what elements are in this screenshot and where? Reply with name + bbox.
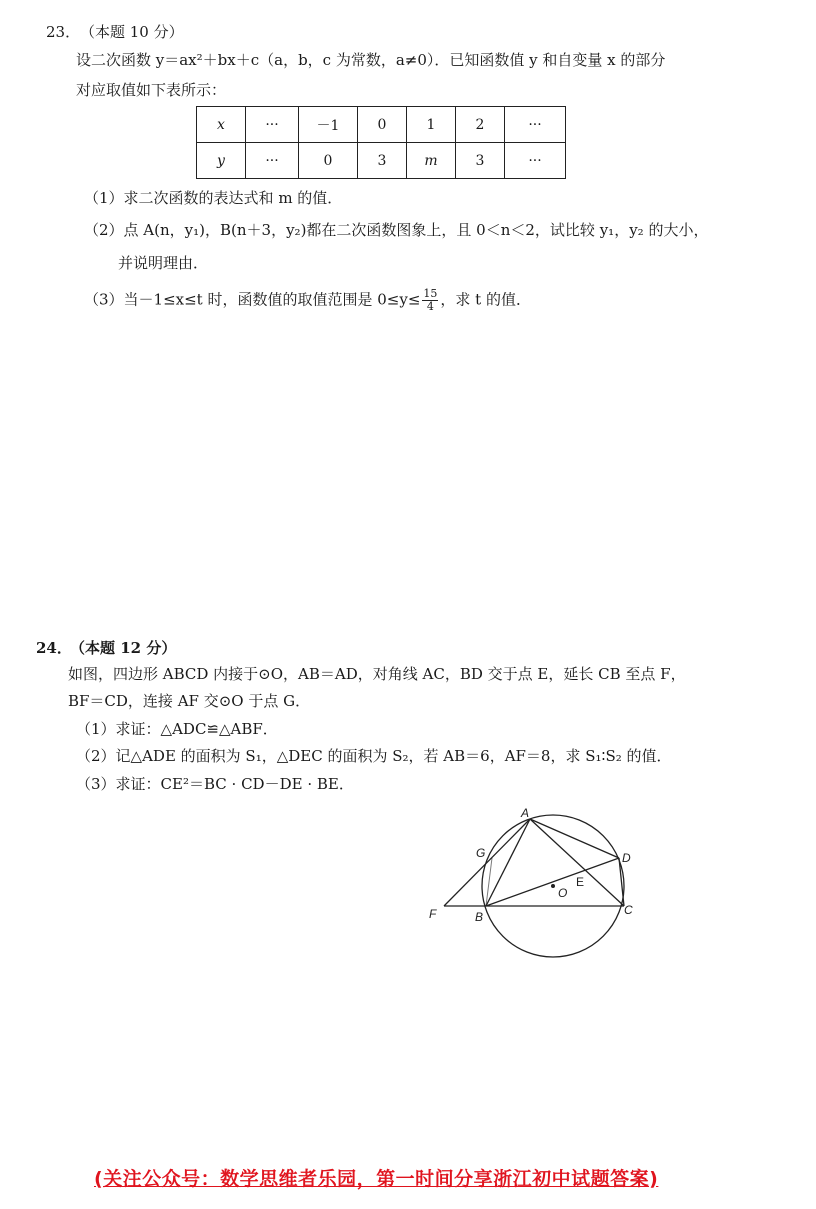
table-cell: ··· (246, 143, 299, 179)
table-row (197, 143, 566, 179)
label-g: G (476, 846, 486, 860)
label-f: F (429, 907, 437, 921)
table-cell: y (197, 143, 246, 179)
q24-number: 24． (36, 639, 72, 657)
q23-part3-fraction (422, 288, 438, 313)
label-e: E (576, 875, 585, 889)
q23-part1: （1）求二次函数的表达式和 m 的值． (84, 189, 343, 207)
table-cell: 3 (456, 143, 505, 179)
q23-part3-prefix: （3）当－1≤x≤t 时，函数值的取值范围是 0≤y≤ (84, 290, 421, 309)
table-cell: 2 (456, 107, 505, 143)
q24-part1: （1）求证：△ADC≌△ABF． (76, 720, 278, 738)
q23-part3-suffix: ，求 t 的值． (440, 290, 531, 309)
label-b: B (475, 910, 484, 924)
q23-part2-line1: （2）点 A(n，y₁)，B(n＋3，y₂)都在二次函数图象上，且 0＜n＜2，试比较 y₁，y₂ 的大小， (84, 221, 709, 239)
label-a: A (521, 806, 530, 820)
table-cell: －1 (299, 107, 358, 143)
table-cell: 3 (358, 143, 407, 179)
label-c: C (624, 903, 633, 917)
q24-line1: 如图，四边形 ABCD 内接于⊙O，AB＝AD，对角线 AC，BD 交于点 E，延长 CB 至点 F， (68, 665, 686, 683)
table-row (197, 107, 566, 143)
q24-score: （本题 12 分） (70, 639, 177, 657)
table-cell: ··· (246, 107, 299, 143)
fraction-denominator: 4 (426, 300, 434, 313)
q23-intro-line1: 设二次函数 y＝ax²＋bx＋c（a，b，c 为常数，a≠0）．已知函数值 y 和自变量 x 的部分 (76, 51, 666, 69)
segment-fa (444, 819, 530, 906)
q24-part2: （2）记△ADE 的面积为 S₁，△DEC 的面积为 S₂，若 AB＝6，AF＝8，求 S₁∶S₂ 的值． (76, 747, 672, 765)
table-cell: ··· (505, 143, 566, 179)
fraction-numerator: 15 (423, 287, 438, 300)
label-o: O (558, 886, 568, 900)
q23-intro-line2: 对应取值如下表所示： (76, 81, 227, 99)
label-d: D (622, 851, 631, 865)
table-cell: ··· (505, 107, 566, 143)
q24-part3: （3）求证：CE²＝BC · CD－DE · BE． (76, 775, 354, 793)
q24-line2: BF＝CD，连接 AF 交⊙O 于点 G． (68, 692, 311, 710)
q23-number: 23． (46, 23, 81, 41)
table-cell: m (407, 143, 456, 179)
table-cell: 0 (358, 107, 407, 143)
footer-notice: (关注公众号：数学思维者乐园，第一时间分享浙江初中试题答案) (94, 1168, 659, 1190)
q23-value-table (196, 106, 566, 179)
point-o (551, 884, 555, 888)
geometry-figure (420, 800, 660, 970)
segment-ac (530, 819, 624, 906)
q23-part3 (84, 288, 531, 313)
table-cell: x (197, 107, 246, 143)
q23-score: （本题 10 分） (80, 23, 184, 41)
q23-part2-line2: 并说明理由． (118, 254, 209, 272)
table-cell: 1 (407, 107, 456, 143)
table-cell: 0 (299, 143, 358, 179)
